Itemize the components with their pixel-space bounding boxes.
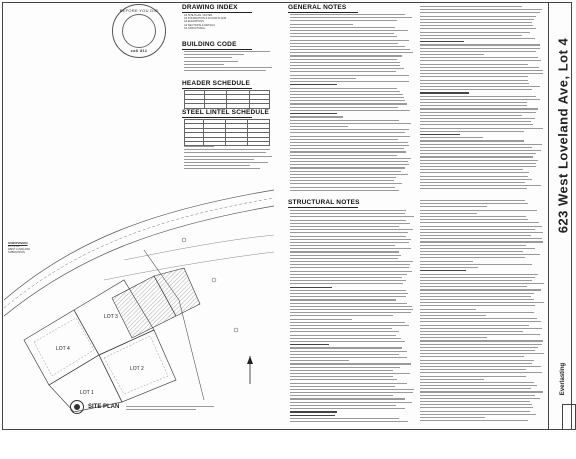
note-text-line: [420, 89, 532, 90]
note-text-line: [420, 203, 528, 204]
note-text-line: [420, 388, 531, 389]
note-text-line: [290, 360, 349, 361]
note-text-line: [290, 71, 396, 72]
note-text-line: [290, 405, 396, 406]
note-text-line: [290, 20, 397, 21]
note-text-line: [420, 131, 524, 132]
note-text-line: [290, 91, 400, 92]
note-text-line: [420, 9, 542, 10]
note-text-line: [290, 341, 405, 342]
note-text-line: [290, 322, 405, 323]
steel-lintel-table: [184, 119, 270, 146]
note-text-line: [420, 83, 529, 84]
note-text-line: [290, 277, 402, 278]
drawing-index-title: DRAWING INDEX: [182, 4, 252, 13]
note-text-line: [420, 73, 543, 74]
lot-4-label: LOT 4: [56, 346, 70, 352]
note-text-line: [290, 379, 397, 380]
general-notes-title: GENERAL NOTES: [288, 4, 358, 13]
note-text-line: [290, 62, 400, 63]
note-text-line: [420, 289, 541, 290]
note-text-line: [290, 338, 401, 339]
note-text-line: [290, 303, 407, 304]
note-text-line: [290, 418, 399, 419]
note-text-line: [290, 113, 337, 114]
header-schedule-table: [184, 90, 270, 109]
note-text-line: [290, 226, 399, 227]
note-text-line: [420, 137, 483, 138]
note-text-line: [290, 296, 406, 297]
note-text-line: [420, 232, 543, 233]
note-text-line: [420, 267, 478, 268]
note-text-line: [290, 306, 412, 307]
note-text-line: [290, 151, 406, 152]
note-text-line: [420, 121, 531, 122]
note-text-line: [420, 76, 528, 77]
note-text-line: [420, 337, 487, 338]
note-text-line: [290, 94, 403, 95]
note-text-line: [420, 309, 476, 310]
note-text-line: [290, 373, 410, 374]
note-text-line: [290, 331, 399, 332]
note-text-line: [290, 402, 412, 403]
note-text-line: [290, 236, 406, 237]
note-text-line: [290, 229, 413, 230]
note-text-line: [420, 206, 487, 207]
note-text-line: [420, 312, 534, 313]
note-text-line: [420, 150, 541, 151]
note-text-line: [420, 293, 534, 294]
note-text-line: [420, 404, 532, 405]
note-text-line: [420, 315, 486, 316]
note-text-line: [420, 299, 534, 300]
note-text-line: [290, 261, 413, 262]
note-text-line: [420, 41, 464, 42]
title-block: [553, 0, 569, 432]
lot-1-label: LOT 1: [80, 390, 94, 396]
note-text-line: [420, 420, 528, 421]
note-text-line: [420, 398, 540, 399]
note-text-line: [290, 210, 406, 211]
note-text-line: [290, 271, 412, 272]
note-text-line: [290, 187, 395, 188]
note-text-line: [290, 190, 399, 191]
note-text-line: [420, 140, 524, 141]
note-text-line: [290, 367, 400, 368]
note-text-line: [420, 96, 536, 97]
general-notes-col1: [290, 14, 414, 194]
note-text-line: [420, 153, 536, 154]
note-text-line: [290, 40, 409, 41]
note-text-line: [290, 33, 394, 34]
note-text-line: [420, 414, 536, 415]
note-text-line: [290, 110, 410, 111]
note-text-line: [290, 107, 398, 108]
contour-1: [124, 235, 274, 260]
note-text-line: [420, 134, 460, 135]
general-notes-col2: [420, 6, 544, 194]
note-text-line: [420, 334, 540, 335]
note-text-line: [290, 251, 399, 252]
note-text-line: [420, 328, 542, 329]
note-text-line: [290, 290, 406, 291]
note-text-line: [420, 283, 544, 284]
note-text-line: [420, 32, 530, 33]
note-text-line: [420, 166, 536, 167]
note-text-line: [290, 180, 394, 181]
note-text-line: [290, 174, 408, 175]
note-text-line: [420, 382, 534, 383]
note-text-line: [420, 16, 536, 17]
note-text-line: [290, 52, 413, 53]
note-text-line: [290, 14, 405, 15]
note-text-line: [290, 75, 409, 76]
note-text-line: [290, 68, 404, 69]
structural-notes-col1: [290, 210, 414, 426]
note-text-line: [420, 353, 544, 354]
note-text-line: [420, 44, 540, 45]
drawing-index-list: A1 SITE PLAN / NOTES A2 FOUNDATION & FLOOR PLANS A3 ELEVATIONS A4 SECTIONS & DETAILS S1 STRUCTURAL: [184, 14, 227, 30]
note-text-line: [290, 177, 396, 178]
note-text-line: [420, 366, 541, 367]
note-text-line: [420, 356, 524, 357]
site-plan-scale-note: [126, 406, 216, 416]
note-text-line: [420, 25, 533, 26]
site-plan-drawing: [4, 180, 274, 412]
note-text-line: [420, 391, 543, 392]
lintel-notes: [184, 146, 274, 178]
note-text-line: [420, 219, 528, 220]
note-text-line: [290, 280, 406, 281]
note-text-line: [420, 144, 542, 145]
note-text-line: [420, 277, 535, 278]
contour-2: [104, 252, 274, 280]
callout-body: LOT 4 OF WEST LOVELAND SUBDIVISION: [8, 245, 31, 255]
note-text-line: [290, 299, 396, 300]
note-text-line: [290, 293, 408, 294]
structural-notes-title: STRUCTURAL NOTES: [288, 199, 360, 206]
note-text-line: [290, 255, 401, 256]
note-text-line: [290, 97, 404, 98]
note-text-line: [290, 59, 397, 60]
note-text-line: [290, 239, 411, 240]
note-text-line: [290, 248, 411, 249]
site-plan-symbol-icon: [70, 400, 84, 414]
note-text-line: [290, 347, 402, 348]
header-schedule-title: HEADER SCHEDULE: [182, 80, 251, 87]
note-text-line: [420, 372, 542, 373]
note-text-line: [420, 182, 525, 183]
note-text-line: [290, 43, 398, 44]
note-text-line: [420, 35, 522, 36]
note-text-line: [290, 164, 409, 165]
note-text-line: [420, 248, 535, 249]
note-text-line: [420, 229, 535, 230]
project-address: 623 West Loveland Ave, Lot 4: [555, 37, 571, 234]
note-text-line: [420, 118, 535, 119]
note-text-line: [420, 67, 539, 68]
note-text-line: [420, 48, 540, 49]
note-text-line: [420, 347, 538, 348]
note-text-line: [290, 220, 406, 221]
note-text-line: [290, 258, 398, 259]
note-text-line: [420, 128, 543, 129]
note-text-line: [420, 70, 543, 71]
note-text-line: [290, 120, 399, 121]
note-text-line: [290, 148, 404, 149]
note-text-line: [290, 335, 396, 336]
seal-bottom-text: call 811: [130, 48, 148, 53]
note-text-line: [420, 395, 535, 396]
note-text-line: [290, 389, 414, 390]
note-text-line: [420, 360, 534, 361]
note-text-line: [420, 105, 527, 106]
note-text-line: [290, 325, 409, 326]
note-text-line: [420, 185, 541, 186]
note-text-line: [420, 57, 538, 58]
note-text-line: [290, 245, 395, 246]
note-text-line: [290, 354, 399, 355]
note-text-line: [420, 86, 540, 87]
note-text-line: [290, 395, 393, 396]
before-you-dig-seal: [112, 4, 166, 58]
note-text-line: [290, 78, 356, 79]
note-text-line: [290, 411, 337, 412]
note-text-line: [420, 222, 539, 223]
note-text-line: [290, 126, 348, 127]
note-text-line: [290, 136, 410, 137]
note-text-line: [420, 216, 526, 217]
note-text-line: [420, 156, 533, 157]
note-text-line: [420, 241, 543, 242]
note-text-line: [420, 280, 532, 281]
note-text-line: [290, 81, 409, 82]
note-text-line: [420, 407, 533, 408]
note-text-line: [290, 415, 335, 416]
note-text-line: [290, 319, 352, 320]
note-text-line: [420, 28, 536, 29]
note-text-line: [290, 386, 395, 387]
seal-inner-ring: [122, 14, 156, 48]
note-text-line: [420, 411, 530, 412]
note-text-line: [420, 302, 544, 303]
callout-title: SUBDIVISION: [8, 241, 28, 245]
sheet-number-box: [562, 404, 576, 430]
note-text-line: [420, 385, 537, 386]
note-text-line: [420, 254, 540, 255]
note-text-line: [420, 22, 532, 23]
note-text-line: [290, 55, 402, 56]
note-text-line: [290, 30, 408, 31]
note-text-line: [290, 357, 407, 358]
note-text-line: [420, 401, 530, 402]
note-text-line: [290, 421, 408, 422]
note-text-line: [290, 223, 410, 224]
note-text-line: [290, 84, 337, 85]
note-text-line: [290, 392, 413, 393]
note-text-line: [420, 92, 469, 93]
note-text-line: [290, 351, 407, 352]
note-text-line: [290, 213, 405, 214]
note-text-line: [420, 60, 541, 61]
note-text-line: [290, 123, 411, 124]
note-text-line: [420, 296, 531, 297]
note-text-line: [420, 363, 532, 364]
note-text-line: [420, 210, 537, 211]
note-text-line: [420, 176, 528, 177]
note-text-line: [420, 102, 527, 103]
note-text-line: [420, 200, 525, 201]
note-text-line: [420, 264, 532, 265]
note-text-line: [420, 213, 477, 214]
note-text-line: [290, 103, 407, 104]
lot-2-label: LOT 2: [130, 366, 144, 372]
seal-top-text: BEFORE YOU DIG: [119, 8, 159, 13]
note-text-line: [290, 155, 397, 156]
note-text-line: [420, 331, 523, 332]
note-text-line: [290, 132, 405, 133]
note-text-line: [420, 147, 532, 148]
note-text-line: [420, 160, 538, 161]
tree-marker-1: [182, 238, 186, 242]
note-text-line: [420, 369, 526, 370]
note-text-line: [290, 158, 411, 159]
note-text-line: [290, 183, 402, 184]
note-text-line: [420, 188, 527, 189]
note-text-line: [420, 261, 473, 262]
building-code-text: [184, 51, 274, 77]
note-text-line: [420, 251, 523, 252]
structural-notes-col2: [420, 200, 544, 426]
north-arrow-icon: [247, 356, 253, 384]
note-text-line: [420, 64, 528, 65]
note-text-line: [290, 216, 414, 217]
note-text-line: [290, 24, 353, 25]
note-text-line: [290, 315, 393, 316]
note-text-line: [290, 398, 405, 399]
note-text-line: [290, 344, 329, 345]
note-text-line: [290, 363, 411, 364]
note-text-line: [290, 167, 405, 168]
note-text-line: [420, 226, 542, 227]
note-text-line: [290, 287, 332, 288]
building-code-title: BUILDING CODE: [182, 41, 252, 50]
note-text-line: [290, 171, 401, 172]
note-text-line: [420, 38, 535, 39]
title-block-divider: [548, 2, 549, 430]
note-text-line: [420, 318, 537, 319]
note-text-line: [420, 235, 531, 236]
site-plan-title: SITE PLAN: [88, 404, 120, 410]
note-text-line: [420, 112, 536, 113]
note-text-line: [290, 145, 409, 146]
note-text-line: [420, 124, 533, 125]
note-text-line: [290, 370, 393, 371]
note-text-line: [420, 350, 535, 351]
note-text-line: [290, 408, 405, 409]
note-text-line: [290, 139, 398, 140]
note-text-line: [420, 257, 525, 258]
note-text-line: [290, 383, 407, 384]
note-text-line: [420, 379, 484, 380]
note-text-line: [290, 376, 393, 377]
note-text-line: [420, 340, 543, 341]
note-text-line: [290, 242, 409, 243]
note-text-line: [420, 80, 528, 81]
note-text-line: [420, 274, 538, 275]
note-text-line: [420, 54, 484, 55]
note-text-line: [420, 6, 522, 7]
note-text-line: [420, 286, 527, 287]
note-text-line: [420, 19, 534, 20]
note-text-line: [420, 12, 540, 13]
note-text-line: [290, 232, 408, 233]
note-text-line: [290, 27, 395, 28]
note-text-line: [420, 417, 485, 418]
note-text-line: [420, 99, 540, 100]
note-text-line: [290, 309, 413, 310]
note-text-line: [420, 108, 538, 109]
tree-marker-2: [212, 278, 216, 282]
note-text-line: [420, 179, 532, 180]
firm-name: Everlasting: [560, 362, 566, 396]
note-text-line: [290, 142, 408, 143]
lot-3-label: LOT 3: [104, 314, 118, 320]
note-text-line: [290, 49, 410, 50]
note-text-line: [290, 65, 400, 66]
note-text-line: [290, 36, 397, 37]
site-callout-note: [8, 242, 50, 254]
note-text-line: [420, 115, 522, 116]
note-text-line: [420, 325, 529, 326]
note-text-line: [290, 312, 411, 313]
note-text-line: [290, 129, 409, 130]
note-text-line: [290, 283, 403, 284]
note-text-line: [290, 88, 397, 89]
note-text-line: [420, 172, 529, 173]
note-text-line: [290, 17, 412, 18]
note-text-line: [290, 100, 405, 101]
tree-marker-3: [234, 328, 238, 332]
note-text-line: [290, 46, 405, 47]
note-text-line: [420, 270, 466, 271]
note-text-line: [420, 305, 535, 306]
note-text-line: [420, 169, 523, 170]
note-text-line: [420, 376, 526, 377]
note-text-line: [290, 328, 392, 329]
note-text-line: [420, 51, 536, 52]
note-text-line: [290, 274, 407, 275]
note-text-line: [290, 264, 410, 265]
steel-lintel-schedule-title: STEEL LINTEL SCHEDULE: [182, 109, 270, 116]
note-text-line: [290, 267, 409, 268]
note-text-line: [420, 344, 542, 345]
note-text-line: [420, 321, 541, 322]
note-text-line: [420, 238, 542, 239]
note-text-line: [290, 116, 343, 117]
note-text-line: [420, 245, 526, 246]
note-text-line: [420, 163, 536, 164]
note-text-line: [290, 161, 408, 162]
